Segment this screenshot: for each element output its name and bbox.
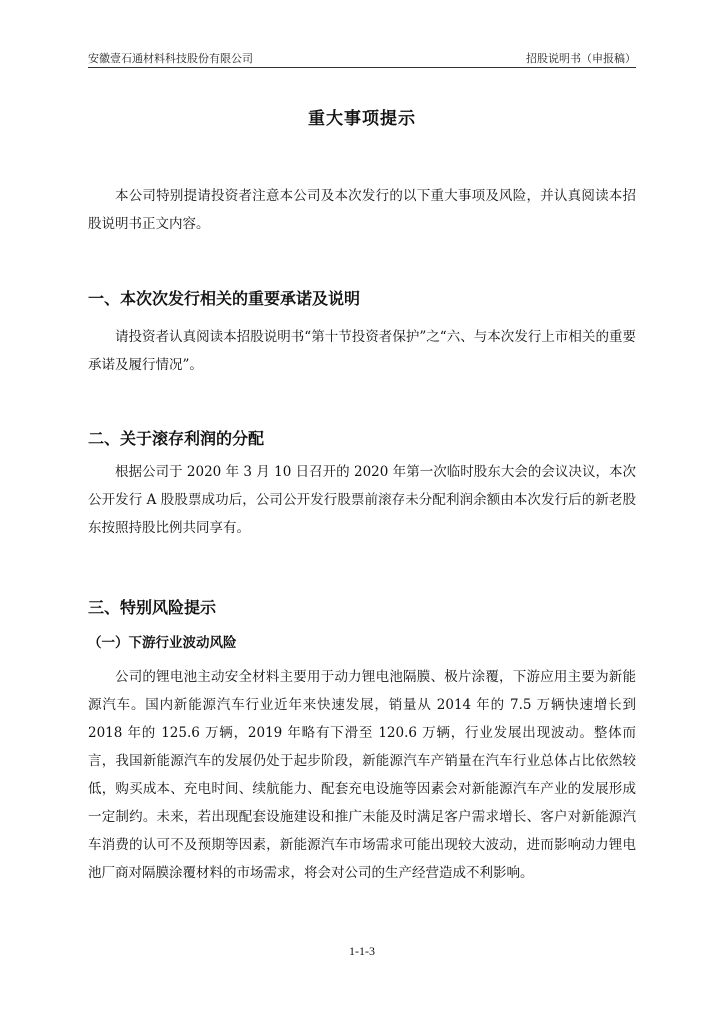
section-3-heading: 三、特别风险提示 — [88, 598, 217, 617]
header-divider — [88, 67, 636, 68]
page-number: 1-1-3 — [349, 944, 375, 958]
section-3-subheading: （一）下游行业波动风险 — [88, 635, 237, 651]
intro-paragraph: 本公司特别提请投资者注意本公司及本次发行的以下重大事项及风险，并认真阅读本招股说明书正文内容。 — [88, 188, 636, 232]
header-document-type: 招股说明书（申报稿） — [526, 52, 636, 65]
section-3-body: 公司的锂电池主动安全材料主要用于动力锂电池隔膜、极片涂覆，下游应用主要为新能源汽车。国内新能源汽车行业近年来快速发展，销量从 2014 年的 7.5 万辆快速增长到 2018 年的 125.6 万辆，2019 年略有下滑至 120.6 万辆，行业发展出现波动。整体而言，我国新能源汽车的发展仍处于起步阶段，新能源汽车产销量在汽车行业总体占比依然较低，购买成本、充电时间、续航能力、配套充电设施等因素会对新能源汽车产业的发展形成一定制约。未来，若出现配套设施建设和推广未能及时满足客户需求增长、客户对新能源汽车消费的认可不及预期等因素，新能源汽车市场需求可能出现较大波动，进而影响动力锂电池厂商对隔膜涂覆材料的市场需求，将会对公司的生产经营造成不利影响。 — [88, 669, 636, 881]
running-header — [88, 50, 636, 68]
section-1-body: 请投资者认真阅读本招股说明书“第十节投资者保护”之“六、与本次发行上市相关的重要承诺及履行情况”。 — [88, 329, 636, 373]
section-2-body: 根据公司于 2020 年 3 月 10 日召开的 2020 年第一次临时股东大会的会议决议，本次公开发行 A 股股票成功后，公司公开发行股票前滚存未分配利润余额由本次发行后的新老股东按照持股比例共同享有。 — [88, 464, 636, 536]
section-2-heading: 二、关于滚存利润的分配 — [88, 429, 265, 448]
page-title: 重大事项提示 — [308, 109, 416, 129]
section-1-heading: 一、本次次发行相关的重要承诺及说明 — [88, 289, 361, 308]
header-company-name: 安徽壹石通材料科技股份有限公司 — [88, 52, 253, 65]
